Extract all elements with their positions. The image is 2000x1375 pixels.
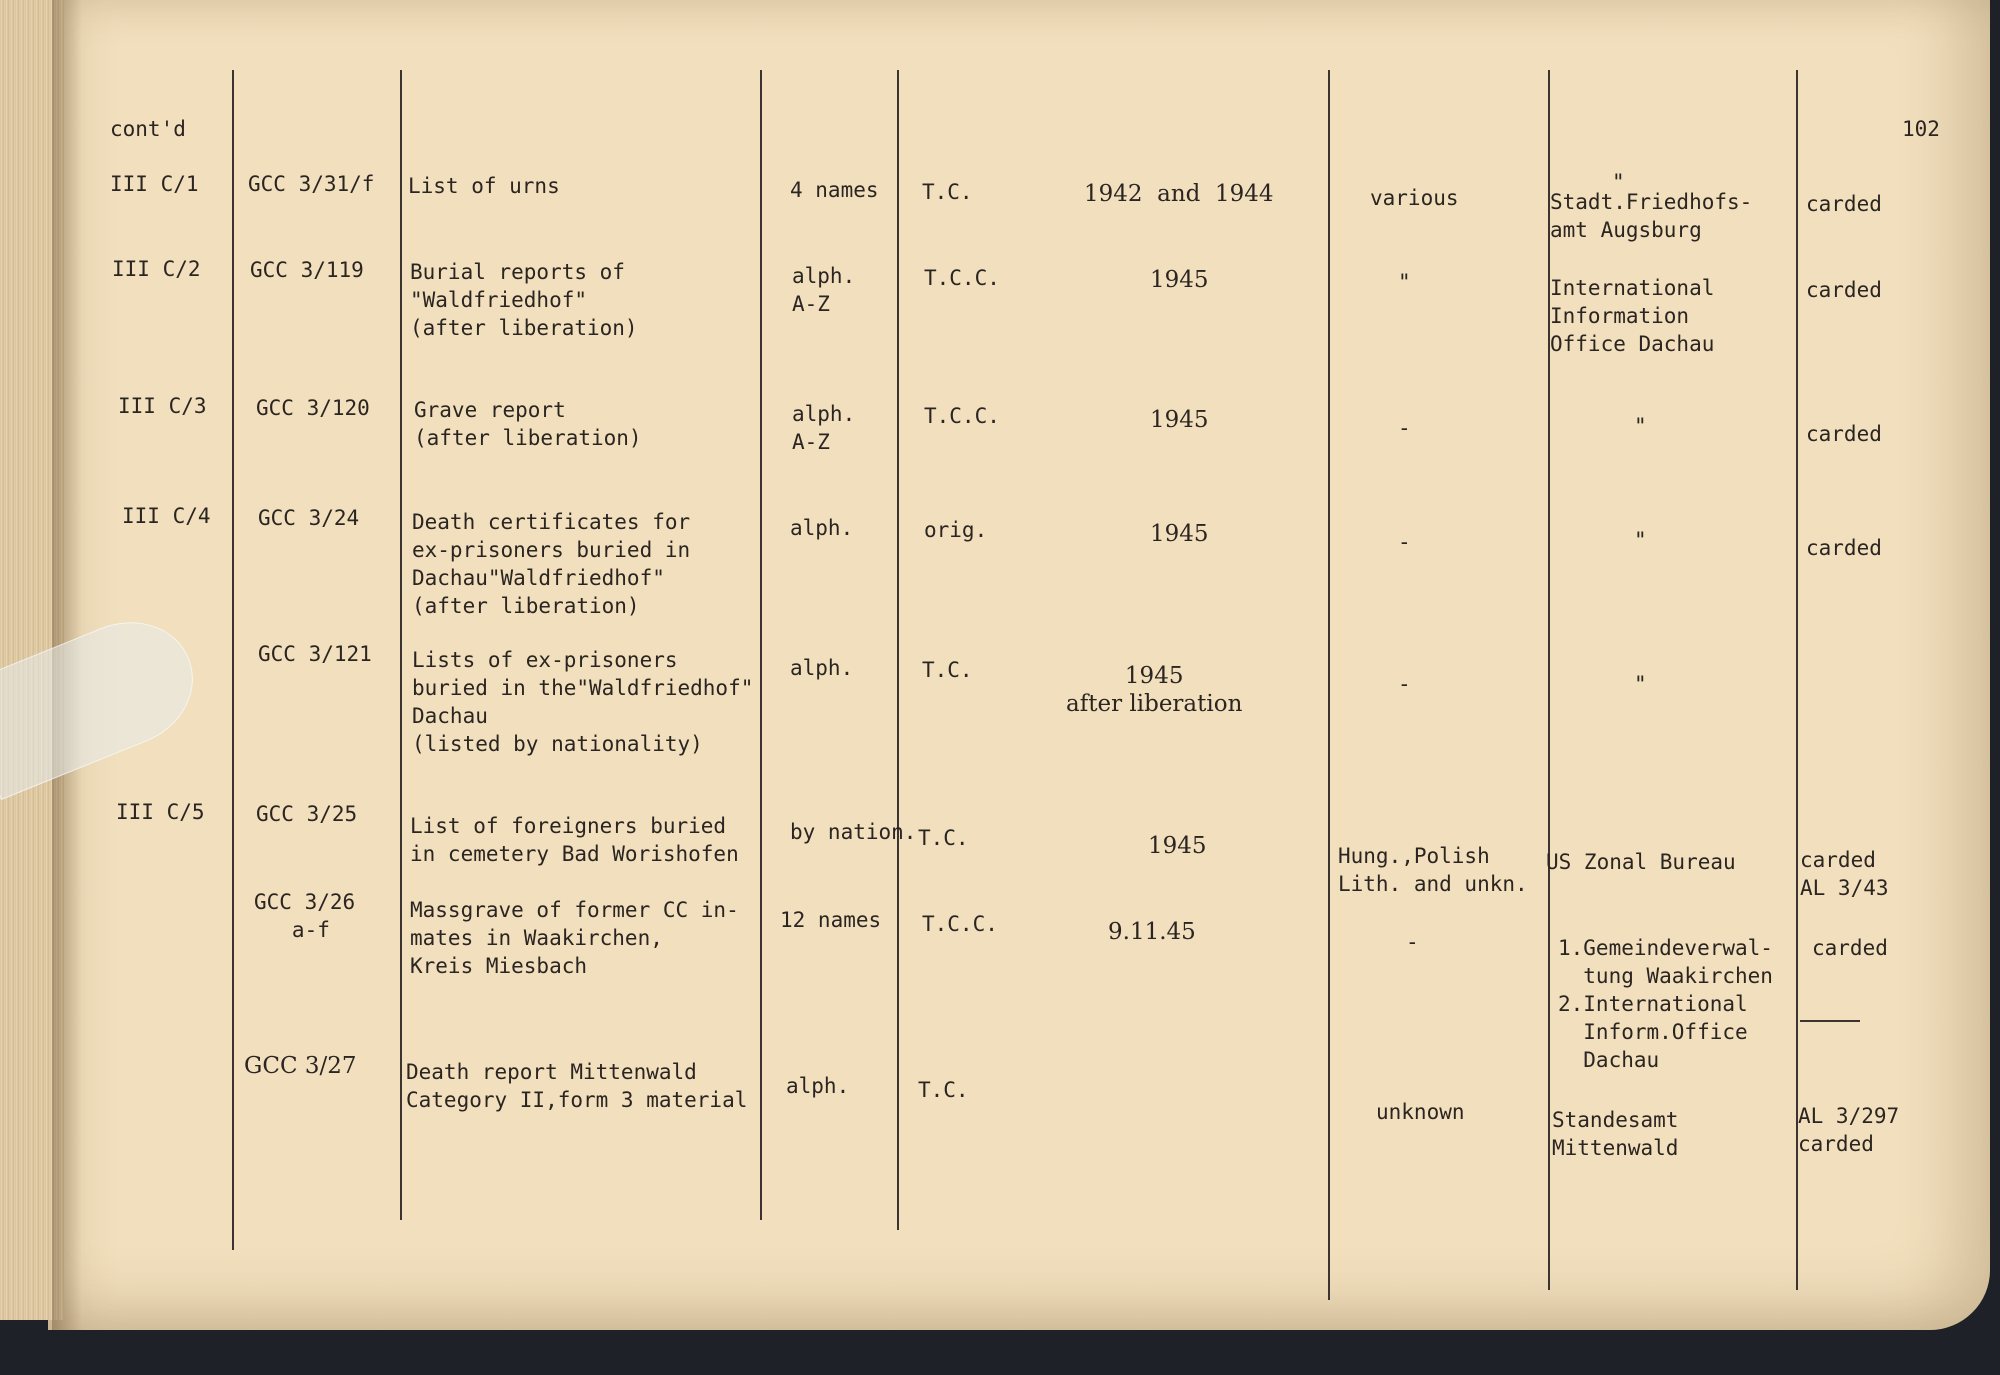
office: " bbox=[1634, 414, 1647, 438]
cont-label: cont'd bbox=[110, 117, 186, 141]
office: International Information Office Dachau bbox=[1550, 276, 1715, 356]
record-date: 1945 after liberation bbox=[1066, 663, 1243, 717]
copy-type: T.C.C. bbox=[924, 266, 1000, 290]
copy-type: T.C.C. bbox=[922, 912, 998, 936]
status: carded bbox=[1806, 192, 1882, 216]
column-rule bbox=[760, 70, 762, 1220]
arrangement: 12 names bbox=[780, 908, 882, 932]
record-title: Lists of ex-prisoners buried in the"Waldfriedhof" Dachau (listed by nationality) bbox=[412, 648, 754, 756]
record-ref: III C/5 bbox=[116, 800, 205, 824]
record-title: List of urns bbox=[408, 174, 560, 198]
gcc-number: GCC 3/24 bbox=[258, 506, 360, 530]
source: various bbox=[1370, 186, 1459, 210]
status: carded bbox=[1812, 936, 1888, 960]
record-ref: III C/2 bbox=[112, 257, 201, 281]
record-date: 1945 bbox=[1150, 521, 1209, 547]
gcc-number: GCC 3/27 bbox=[244, 1053, 357, 1079]
arrangement: alph. bbox=[790, 516, 854, 540]
copy-type: T.C. bbox=[918, 826, 969, 850]
copy-type: T.C.C. bbox=[924, 404, 1000, 428]
status: carded bbox=[1806, 536, 1882, 560]
arrangement: alph. bbox=[786, 1074, 850, 1098]
column-rule bbox=[1328, 70, 1330, 1300]
copy-type: orig. bbox=[924, 518, 988, 542]
record-title: Death report Mittenwald Category II,form 3 material bbox=[406, 1060, 748, 1112]
record-date: 1945 bbox=[1148, 833, 1207, 859]
status: AL 3/297 carded bbox=[1798, 1104, 1900, 1156]
source: - bbox=[1398, 416, 1411, 440]
record-date: 1942 and 1944 bbox=[1084, 181, 1274, 207]
office: " bbox=[1634, 672, 1647, 696]
office: " bbox=[1634, 528, 1647, 552]
record-title: Burial reports of "Waldfriedhof" (after liberation) bbox=[410, 260, 638, 340]
office: 1.Gemeindeverwal- tung Waakirchen 2.International Inform.Office Dachau bbox=[1558, 936, 1773, 1072]
record-date: 1945 bbox=[1150, 267, 1209, 293]
source: Hung.,Polish Lith. and unkn. bbox=[1338, 844, 1528, 896]
arrangement: alph. A-Z bbox=[792, 264, 856, 316]
copy-type: T.C. bbox=[922, 658, 973, 682]
arrangement: 4 names bbox=[790, 178, 879, 202]
source: - bbox=[1406, 930, 1419, 954]
office: US Zonal Bureau bbox=[1546, 850, 1736, 874]
record-title: Massgrave of former CC in- mates in Waakirchen, Kreis Miesbach bbox=[410, 898, 739, 978]
arrangement: alph. A-Z bbox=[792, 402, 856, 454]
page-number: 102 bbox=[1902, 117, 1940, 141]
office: Standesamt Mittenwald bbox=[1552, 1108, 1679, 1160]
gcc-number: GCC 3/119 bbox=[250, 258, 364, 282]
record-title: Grave report (after liberation) bbox=[414, 398, 642, 450]
copy-type: T.C. bbox=[918, 1078, 969, 1102]
copy-type: T.C. bbox=[922, 180, 973, 204]
gcc-number: GCC 3/121 bbox=[258, 642, 372, 666]
arrangement: alph. bbox=[790, 656, 854, 680]
column-rule bbox=[400, 70, 402, 1220]
gcc-number: GCC 3/25 bbox=[256, 802, 358, 826]
record-date: 1945 bbox=[1150, 407, 1209, 433]
record-title: Death certificates for ex-prisoners buried in Dachau"Waldfriedhof" (after liberation) bbox=[412, 510, 691, 618]
gcc-number: GCC 3/31/f bbox=[248, 172, 375, 196]
office: Stadt.Friedhofs- amt Augsburg bbox=[1550, 190, 1753, 242]
record-ref: III C/3 bbox=[118, 394, 207, 418]
column-rule bbox=[1548, 70, 1550, 1290]
office-ditto: " bbox=[1612, 170, 1625, 194]
gcc-number: GCC 3/26 a-f bbox=[254, 890, 356, 942]
gcc-number: GCC 3/120 bbox=[256, 396, 370, 420]
record-date: 9.11.45 bbox=[1108, 919, 1196, 945]
row-rule bbox=[1800, 1020, 1860, 1022]
source: - bbox=[1398, 672, 1411, 696]
status: carded AL 3/43 bbox=[1800, 848, 1889, 900]
record-title: List of foreigners buried in cemetery Bad Worishofen bbox=[410, 814, 739, 866]
arrangement: by nation. bbox=[790, 820, 917, 844]
source: " bbox=[1398, 270, 1411, 294]
record-ref: III C/1 bbox=[110, 172, 199, 196]
source: unknown bbox=[1376, 1100, 1465, 1124]
status: carded bbox=[1806, 278, 1882, 302]
column-rule bbox=[232, 70, 234, 1250]
record-ref: III C/4 bbox=[122, 504, 211, 528]
status: carded bbox=[1806, 422, 1882, 446]
column-rule bbox=[897, 70, 899, 1230]
source: - bbox=[1398, 530, 1411, 554]
